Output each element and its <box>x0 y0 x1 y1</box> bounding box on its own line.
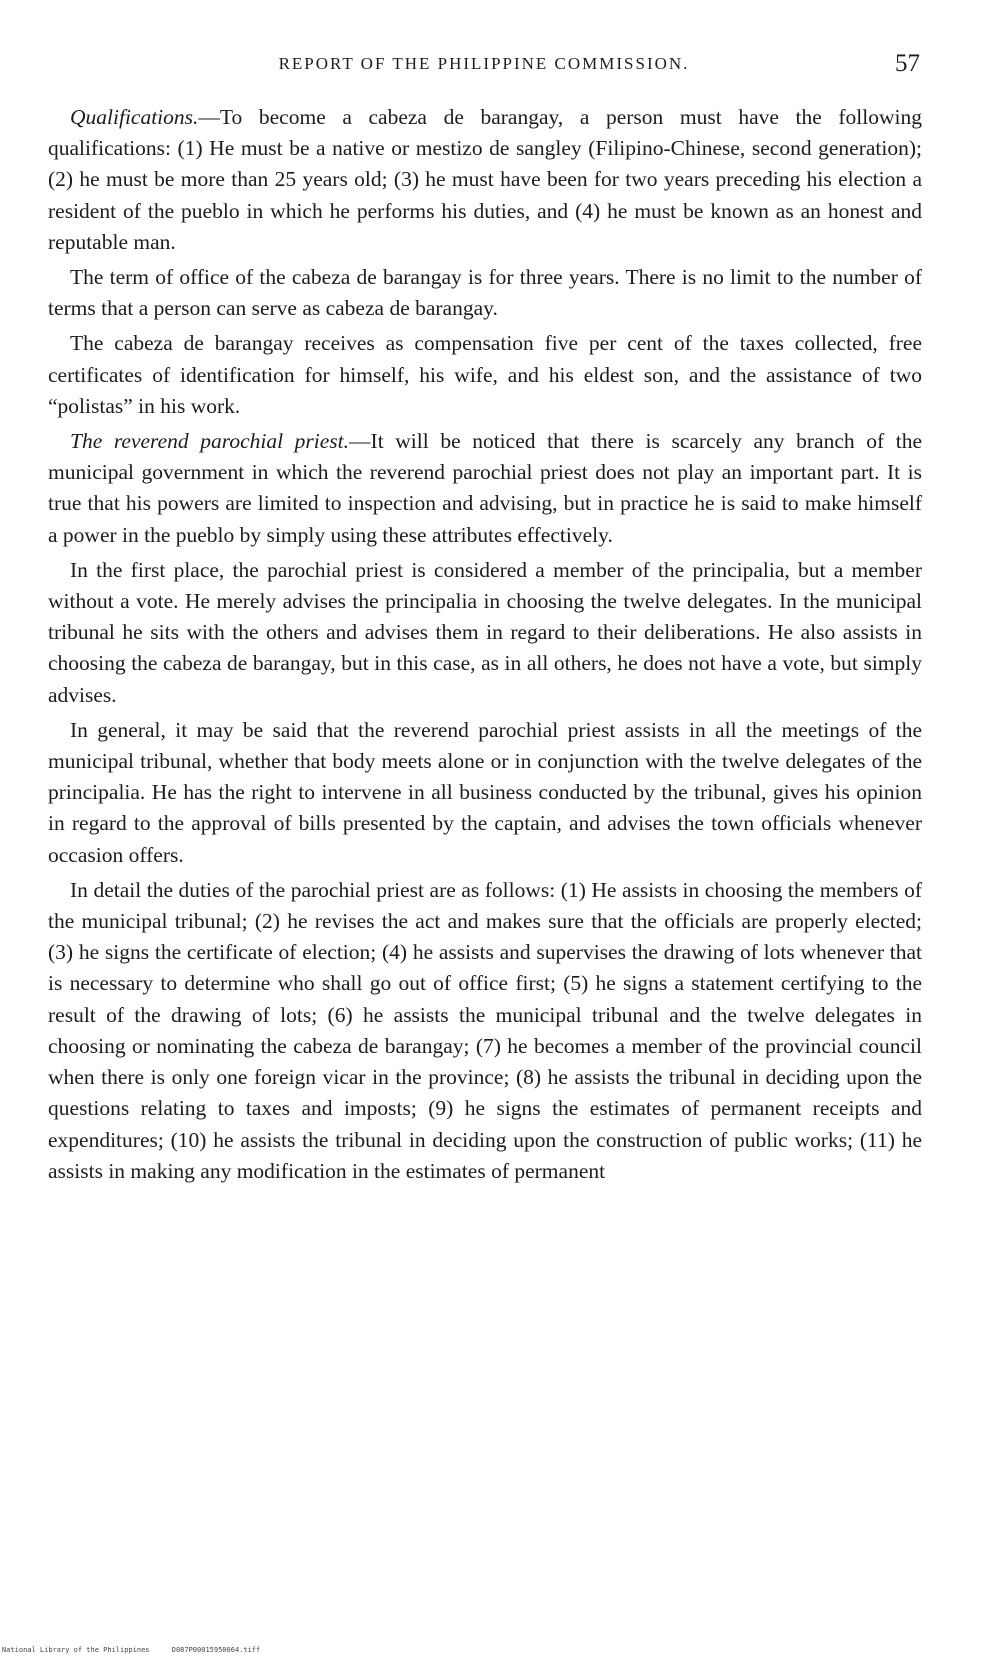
paragraph-text: In general, it may be said that the reverend parochial priest assists in all the meetings of the municipal tribunal, whether that body meets alone or in conjunction with the twelve delegates of the principalia. He has the right to intervene in all business conducted by the tribunal, gives his opinion in regard to the approval of bills presented by the captain, and advises the town officials whenever occasion offers. <box>48 717 922 867</box>
paragraph-text: —It will be noticed that there is scarcely any branch of the municipal government in which the reverend parochial priest does not play an important part. It is true that his powers are limited to inspection and advising, but in practice he is said to make himself a power in the pueblo by simply using these attributes effectively. <box>48 429 922 547</box>
paragraph-lead: The reverend parochial priest. <box>70 429 350 454</box>
paragraph-text: The cabeza de barangay receives as compensation five per cent of the taxes collected, free certificates of identification for himself, his wife, and his eldest son, and the assistance of two “polistas” in his work. <box>48 331 922 418</box>
page-header <box>48 52 920 82</box>
footer-library: National Library of the Philippines <box>2 1646 150 1654</box>
footer-file: D087P00015950064.tiff <box>171 1646 261 1654</box>
paragraph-duties <box>48 875 922 1187</box>
running-head: REPORT OF THE PHILIPPINE COMMISSION. <box>278 54 690 73</box>
paragraph-compensation <box>48 328 922 422</box>
paragraph-general <box>48 715 922 871</box>
paragraph-principalia <box>48 555 922 711</box>
paragraph-term <box>48 262 922 324</box>
scan-footer <box>2 1646 278 1654</box>
page-number: 57 <box>895 50 920 77</box>
paragraph-text: —To become a cabeza de barangay, a person must have the following qualifications: (1) He must be a native or mestizo de sangley (Filipino-Chinese, second generation); (2) he must be more than 25 years old; (3) he must have been for two years preceding his election a resident of the pueblo in which he performs his duties, and (4) he must be known as an honest and reputable man. <box>48 105 922 254</box>
paragraph-parochial-priest <box>48 426 922 551</box>
paragraph-text: In the first place, the parochial priest is considered a member of the principalia, but a member without a vote. He merely advises the principalia in choosing the twelve delegates. In the municipal tribunal he sits with the others and advises them in regard to their deliberations. He also assists in choosing the cabeza de barangay, but in this case, as in all others, he does not have a vote, but simply advises. <box>48 557 922 707</box>
paragraph-text: In detail the duties of the parochial priest are as follows: (1) He assists in choosing the members of the municipal tribunal; (2) he revises the act and makes sure that the officials are properly elected; (3) he signs the certificate of election; (4) he assists and supervises the drawing of lots whenever that is necessary to determine who shall go out of office first; (5) he signs a statement certifying to the result of the drawing of lots; (6) he assists the municipal tribunal and the twelve delegates in choosing or nominating the cabeza de barangay; (7) he becomes a member of the provincial council when there is only one foreign vicar in the province; (8) he assists the tribunal in deciding upon the questions relating to taxes and imposts; (9) he signs the estimates of permanent receipts and expenditures; (10) he assists the tribunal in deciding upon the construction of public works; (11) he assists in making any modification in the estimates of permanent <box>48 877 922 1183</box>
paragraph-qualifications <box>48 102 922 258</box>
paragraph-text: The term of office of the cabeza de barangay is for three years. There is no limit to the number of terms that a person can serve as cabeza de barangay. <box>48 265 922 321</box>
paragraph-lead: Qualifications. <box>70 105 199 129</box>
body-text <box>48 102 922 1191</box>
